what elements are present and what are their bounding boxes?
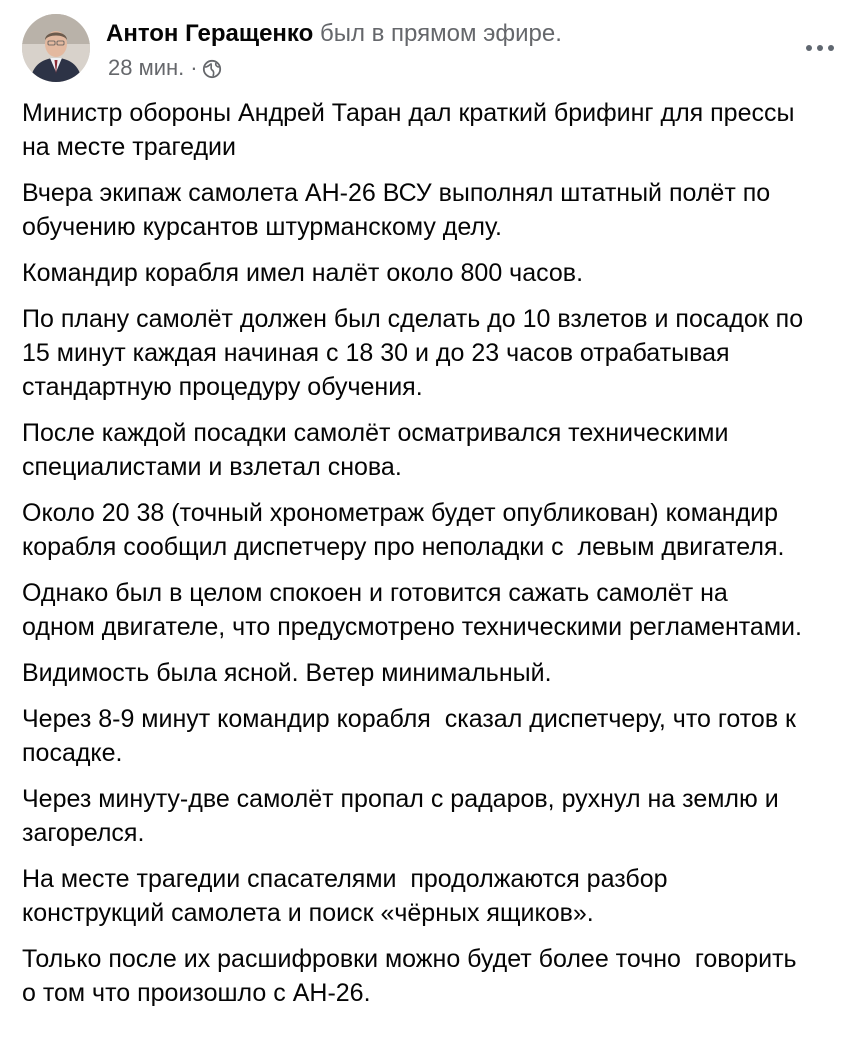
author-action-text: был в прямом эфире.	[319, 20, 562, 47]
post-paragraph: Видимость была ясной. Ветер минимальный.	[22, 659, 552, 687]
post-paragraph: Через минуту-две самолёт пропал с радаров, рухнул на землю и загорелся.	[22, 785, 779, 847]
post-meta	[108, 54, 222, 82]
post-paragraph: Только после их расшифровки можно будет более точно говорить о том что произошло с АН-26.	[22, 945, 797, 1007]
meta-separator: ·	[190, 55, 198, 80]
post-timestamp-link[interactable]: 28 мин.	[108, 55, 185, 80]
post-paragraph: Однако был в целом спокоен и готовится сажать самолёт на одном двигателе, что предусмотрено техническими регламентами.	[22, 579, 802, 641]
post-header	[22, 14, 842, 84]
post-body	[22, 96, 848, 1022]
author-avatar[interactable]	[22, 14, 90, 82]
post-paragraph: Вчера экипаж самолета АН-26 ВСУ выполнял штатный полёт по обучению курсантов штурманскому делу.	[22, 179, 771, 241]
post-paragraph: На месте трагедии спасателями продолжаются разбор конструкций самолета и поиск «чёрных ящиков».	[22, 865, 668, 927]
post-paragraph: Около 20 38 (точный хронометраж будет опубликован) командир корабля сообщил диспетчеру про неполадки с левым двигателя.	[22, 499, 785, 561]
post-paragraph: После каждой посадки самолёт осматривался техническими специалистами и взлетал снова.	[22, 419, 729, 481]
post-paragraph: По плану самолёт должен был сделать до 10 взлетов и посадок по 15 минут каждая начиная с 18 30 и до 23 часов отрабатывая стандартную процедуру обучения.	[22, 305, 804, 401]
author-name-link[interactable]: Антон Геращенко	[106, 20, 314, 47]
more-options-icon	[804, 44, 836, 52]
post-paragraph: Командир корабля имел налёт около 800 часов.	[22, 259, 584, 287]
globe-icon[interactable]	[202, 58, 222, 78]
more-options-button[interactable]	[800, 34, 840, 62]
author-line	[106, 18, 562, 50]
post-paragraph: Через 8-9 минут командир корабля сказал диспетчеру, что готов к посадке.	[22, 705, 796, 767]
post-paragraph: Министр обороны Андрей Таран дал краткий брифинг для прессы на месте трагедии	[22, 99, 795, 161]
avatar-photo	[22, 14, 90, 82]
